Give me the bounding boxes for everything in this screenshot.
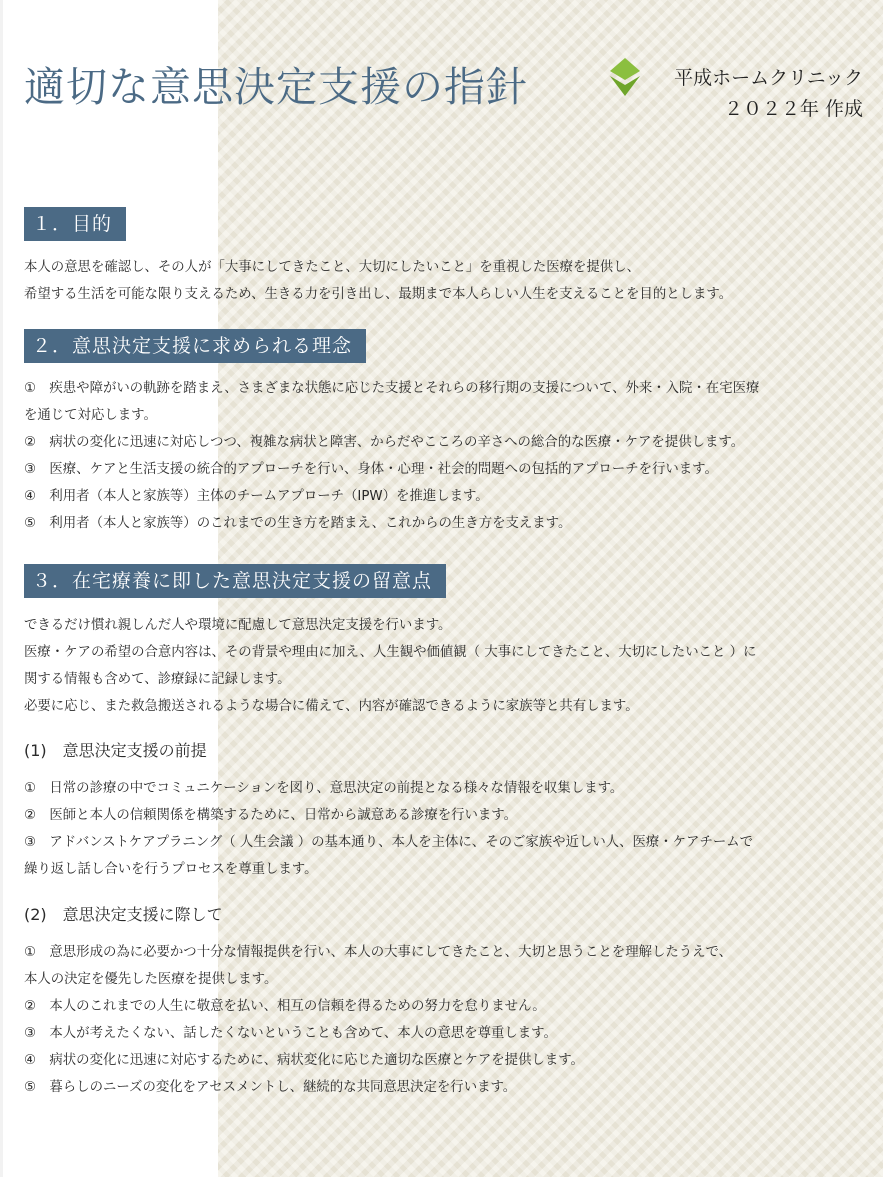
list-item: ④ 利用者（本人と家族等）主体のチームアプローチ（IPW）を推進します。: [24, 489, 489, 504]
section-heading-considerations: ３．在宅療養に即した意思決定支援の留意点: [24, 564, 446, 598]
body-line: 医療・ケアの希望の合意内容は、その背景や理由に加え、人生観や価値観（ 大事にしてきたこと、大切にしたいこと ）に: [24, 645, 757, 660]
subsection-heading-support: (2) 意思決定支援に際して: [24, 905, 223, 924]
list-item: ④ 病状の変化に迅速に対応するために、病状変化に応じた適切な医療とケアを提供します。: [24, 1053, 584, 1068]
list-item: ⑤ 利用者（本人と家族等）のこれまでの生き方を踏まえ、これからの生き方を支えます。: [24, 516, 572, 531]
list-item: 本人の決定を優先した医療を提供します。: [24, 972, 278, 987]
list-item: ③ 医療、ケアと生活支援の統合的アプローチを行い、身体・心理・社会的問題への包括的アプローチを行います。: [24, 462, 718, 477]
section-heading-principles: ２．意思決定支援に求められる理念: [24, 329, 366, 363]
body-line: 本人の意思を確認し、その人が「大事にしてきたこと、大切にしたいこと」を重視した医療を提供し、: [24, 260, 640, 275]
list-item: ① 日常の診療の中でコミュニケーションを図り、意思決定の前提となる様々な情報を収集します。: [24, 781, 624, 796]
subsection-body-support: [24, 939, 864, 1101]
section-body-principles: [24, 375, 864, 537]
body-line: 関する情報も含めて、診療録に記録します。: [24, 672, 291, 687]
clinic-name: 平成ホームクリニック: [674, 67, 863, 89]
subsection-body-premise: [24, 775, 864, 883]
body-line: できるだけ慣れ親しんだ人や環境に配慮して意思決定支援を行います。: [24, 618, 452, 633]
created-date: ２０２２年 作成: [723, 98, 863, 120]
section-body-considerations: [24, 612, 864, 720]
list-item: ③ 本人が考えたくない、話したくないということも含めて、本人の意思を尊重します。: [24, 1026, 557, 1041]
list-item: ① 意思形成の為に必要かつ十分な情報提供を行い、本人の大事にしてきたこと、大切と思うことを理解したうえで、: [24, 945, 733, 960]
green-diamond-logo-icon: [608, 58, 642, 96]
list-item: ② 医師と本人の信頼関係を構築するために、日常から誠意ある診療を行います。: [24, 808, 517, 823]
list-item: ② 病状の変化に迅速に対応しつつ、複雑な病状と障害、からだやこころの辛さへの総合的な医療・ケアを提供します。: [24, 435, 745, 450]
list-item: を通じて対応します。: [24, 408, 157, 423]
list-item: 繰り返し話し合いを行うプロセスを尊重します。: [24, 862, 318, 877]
section-heading-purpose: １．目的: [24, 207, 126, 241]
list-item: ⑤ 暮らしのニーズの変化をアセスメントし、継続的な共同意思決定を行います。: [24, 1080, 517, 1095]
body-line: 必要に応じ、また救急搬送されるような場合に備えて、内容が確認できるように家族等と共有します。: [24, 699, 639, 714]
section-body-purpose: [24, 254, 864, 308]
list-item: ① 疾患や障がいの軌跡を踏まえ、さまざまな状態に応じた支援とそれらの移行期の支援について、外来・入院・在宅医療: [24, 381, 760, 396]
list-item: ② 本人のこれまでの人生に敬意を払い、相互の信頼を得るための努力を怠りません。: [24, 999, 546, 1014]
clinic-info: [674, 63, 863, 125]
body-line: 希望する生活を可能な限り支えるため、生きる力を引き出し、最期まで本人らしい人生を支えることを目的とします。: [24, 287, 733, 302]
subsection-heading-premise: (1) 意思決定支援の前提: [24, 741, 207, 760]
list-item: ③ アドバンストケアプラニング（ 人生会議 ）の基本通り、本人を主体に、そのご家族や近しい人、医療・ケアチームで: [24, 835, 754, 850]
page-title: 適切な意思決定支援の指針: [24, 63, 528, 111]
